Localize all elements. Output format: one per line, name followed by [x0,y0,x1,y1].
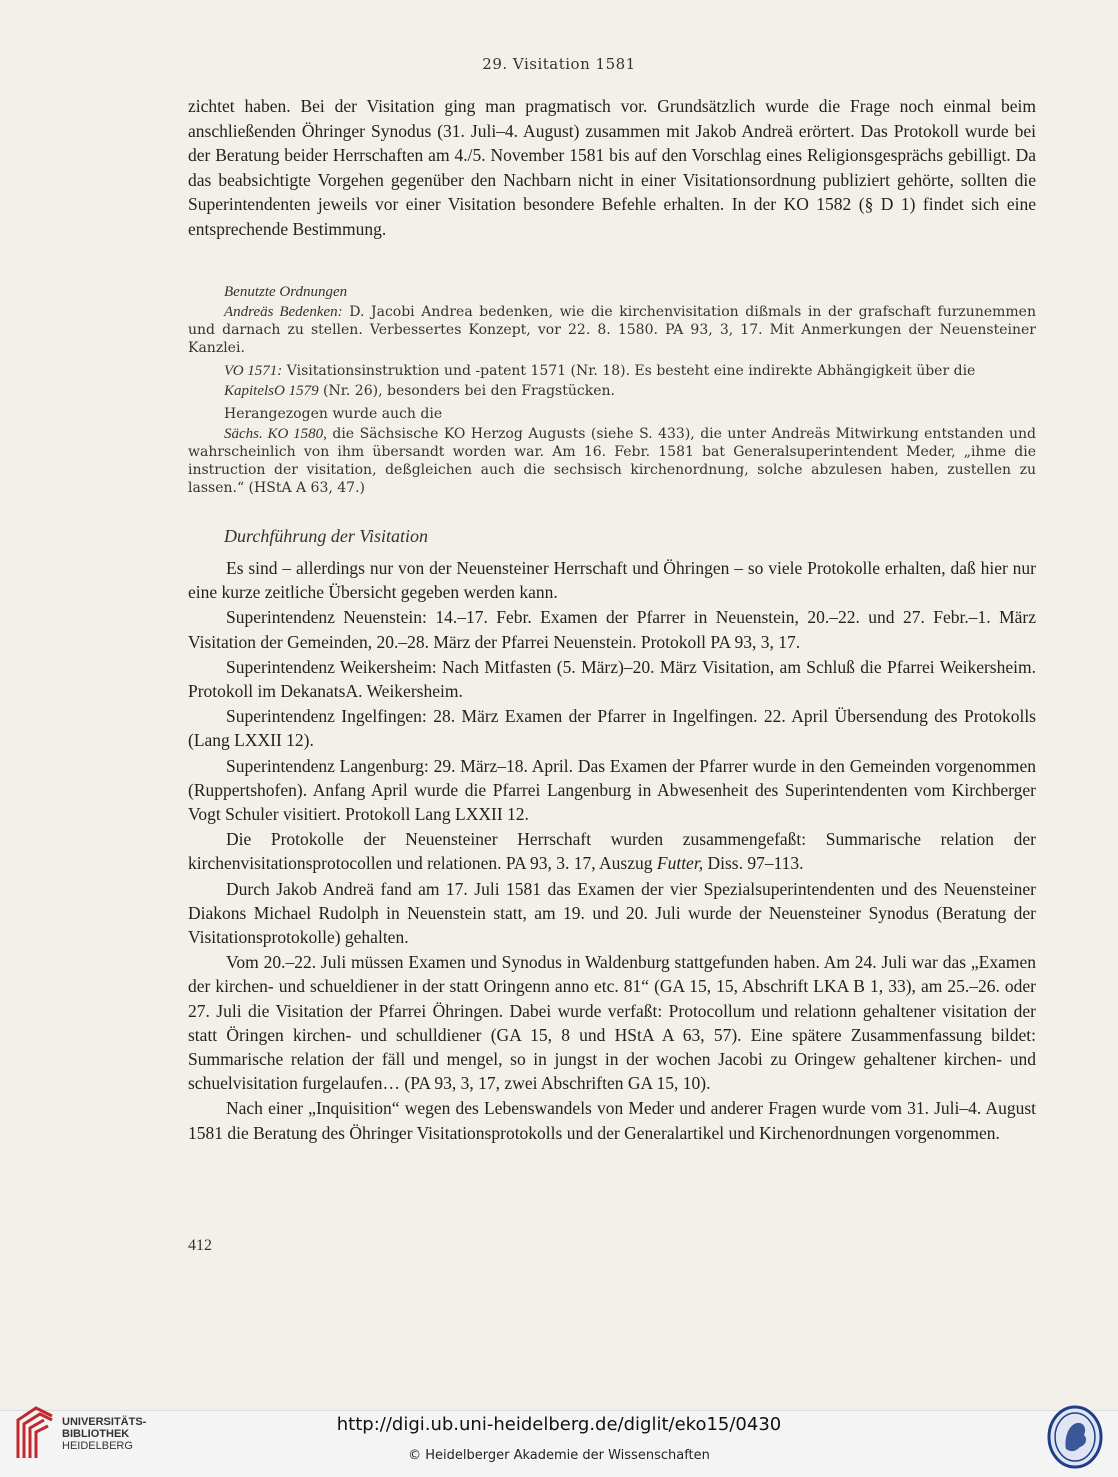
source-saechs-text: die Sächsische KO Herzog Augusts (siehe S. 433), die unter Andreäs Mitwirkung entstanden und wahrscheinlich von ihm übersandt worden war. Am 16. Febr. 1581 bat Generalsuperintendent Meder, „ihme die instruction der visitation, deßgleichen auch die sechsisch kirchenordnung, solche abzulesen haben, zustellen zu lassen.“ (HStA A 63, 47.) [188,426,1036,496]
section-paragraph: Superintendenz Langenburg: 29. März–18. April. Das Examen der Pfarrer wurde in den Gemeinden vorgenommen (Ruppertshofen). Anfang April wurde die Pfarrei Langenburg in Abwesenheit des Superintendenten vom Kirchberger Vogt Schuler visitiert. Protokoll Lang LXXII 12. [188,755,1036,825]
source-kapitels [188,382,1036,400]
section-paragraph: Es sind – allerdings nur von der Neuensteiner Herrschaft und Öhringen – so viele Protokolle erhalten, daß hier nur eine kurze zeitliche Übersicht gegeben werden kann. [188,558,1036,603]
source-andreae-label: Andreäs Bedenken: [224,304,343,320]
source-andreae-text: D. Jacobi Andrea bedenken, wie die kirchenvisitation dißmals in der grafschaft furzunemmen und darnach zu stellen. Verbessertes Konzept, vor 22. 8. 1580. PA 93, 3, 17. Mit Anmerkungen der Neuensteiner Kanzlei. [188,304,1036,356]
section-paragraph: Superintendenz Ingelfingen: 28. März Examen der Pfarrer in Ingelfingen. 22. April Übersendung des Protokolls (Lang LXXII 12). [188,706,1036,751]
sources-block [188,283,1036,502]
intro-paragraph: zichtet haben. Bei der Visitation ging man pragmatisch vor. Grundsätzlich wurde die Frage noch einmal beim anschließenden Öhringer Synodus (31. Juli–4. August) zusammen mit Jakob Andreä erörtert. Das Protokoll wurde bei der Beratung beider Herrschaften am 4./5. November 1581 bis auf den Vorschlag eines Religionsgesprächs gebilligt. Da das beabsichtigte Vorgehen gegenüber den Nachbarn nicht in einer Visitationsordnung publiziert gehörte, sollten die Superintendenten jeweils vor einer Visitation besondere Befehle erhalten. In der KO 1582 (§ D 1) findet sich eine entsprechende Bestimmung. [188,96,1036,239]
source-herangezogen: Herangezogen wurde auch die [224,406,443,422]
running-head: 29. Visitation 1581 [482,55,636,73]
intro-paragraph-block [188,94,1036,242]
source-saechs-label: Sächs. KO 1580, [224,426,327,442]
library-line-3: HEIDELBERG [62,1440,133,1452]
section-heading: Durchführung der Visitation [224,526,428,546]
p6-pre: Die Protokolle der Neuensteiner Herrschaft wurden zusammengefaßt: Summarische relation der kirchenvisitationsprotocollen und relationen. PA 93, 3. 17, Auszug [188,829,1036,874]
p6-post: Diss. 97–113. [703,853,804,874]
section-paragraph: Vom 20.–22. Juli müssen Examen und Synodus in Waldenburg stattgefunden haben. Am 24. Juli war das „Examen der kirchen- und schueldiener in der statt Oringenn anno etc. 81“ (GA 15, 15, Abschrift LKA B 1, 33), am 25.–26. oder 27. Juli die Visitation der Pfarrei Öhringen. Dabei wurde verfaßt: Protocollum und relationn gehaltener visitation der statt Öringen kirchen- und schulldiener (GA 15, 8 und HStA A 63, 57). Eine spätere Zusammenfassung bildet: Summarische relation der fäll und mengel, so in jungst in der wochen Jacobi zu Oringew gehaltener kirchen- und schuelvisitation furgelaufen… (PA 93, 3, 17, zwei Abschriften GA 15, 10). [188,952,1036,1094]
library-line-2: BIBLIOTHEK [62,1428,130,1440]
source-kapitels-label: KapitelsO 1579 [224,383,319,399]
library-line-1: UNIVERSITÄTS- [62,1416,147,1428]
section-paragraph: Nach einer „Inquisition“ wegen des Lebenswandels von Meder und anderer Fragen wurde vom 31. Juli–4. August 1581 die Beratung des Öhringer Visitationsprotokolls und der Generalartikel und Kirchenordnungen vorgenommen. [188,1098,1036,1143]
copyright-notice: © Heidelberger Akademie der Wissenschaften [408,1448,710,1463]
source-andreae [188,303,1036,357]
permalink-url[interactable]: http://digi.ub.uni-heidelberg.de/diglit/eko15/0430 [336,1414,782,1435]
section-body [188,556,1036,1145]
section-paragraph [188,827,1036,875]
source-vo-label: VO 1571: [224,363,283,379]
source-vo [188,362,1036,380]
section-paragraph: Superintendenz Neuenstein: 14.–17. Febr. Examen der Pfarrer in Neuenstein, 20.–22. und 27. Febr.–1. März Visitation der Gemeinden, 20.–28. März der Pfarrei Neuenstein. Protokoll PA 93, 3, 17. [188,607,1036,652]
source-kapitels-text: (Nr. 26), besonders bei den Fragstücken. [318,383,615,399]
section-paragraph: Superintendenz Weikersheim: Nach Mitfasten (5. März)–20. März Visitation, am Schluß die Pfarrei Weikersheim. Protokoll im DekanatsA. Weikersheim. [188,656,1036,702]
section-paragraph: Durch Jakob Andreä fand am 17. Juli 1581 das Examen der vier Spezialsuperintendenten und des Neuensteiner Diakons Michael Rudolph in Neuenstein statt, am 19. und 20. Juli wurde der Neuensteiner Synodus (Beratung der Visitationsprotokolle) gehalten. [188,878,1036,948]
sources-heading: Benutzte Ordnungen [224,284,348,300]
source-vo-text: Visitationsinstruktion und -patent 1571 (Nr. 18). Es besteht eine indirekte Abhängigkeit über die [282,363,976,379]
academy-seal-icon[interactable] [1046,1405,1104,1469]
page-number: 412 [188,1237,212,1254]
p6-italic: Futter, [656,853,704,874]
source-saechs [188,425,1036,497]
